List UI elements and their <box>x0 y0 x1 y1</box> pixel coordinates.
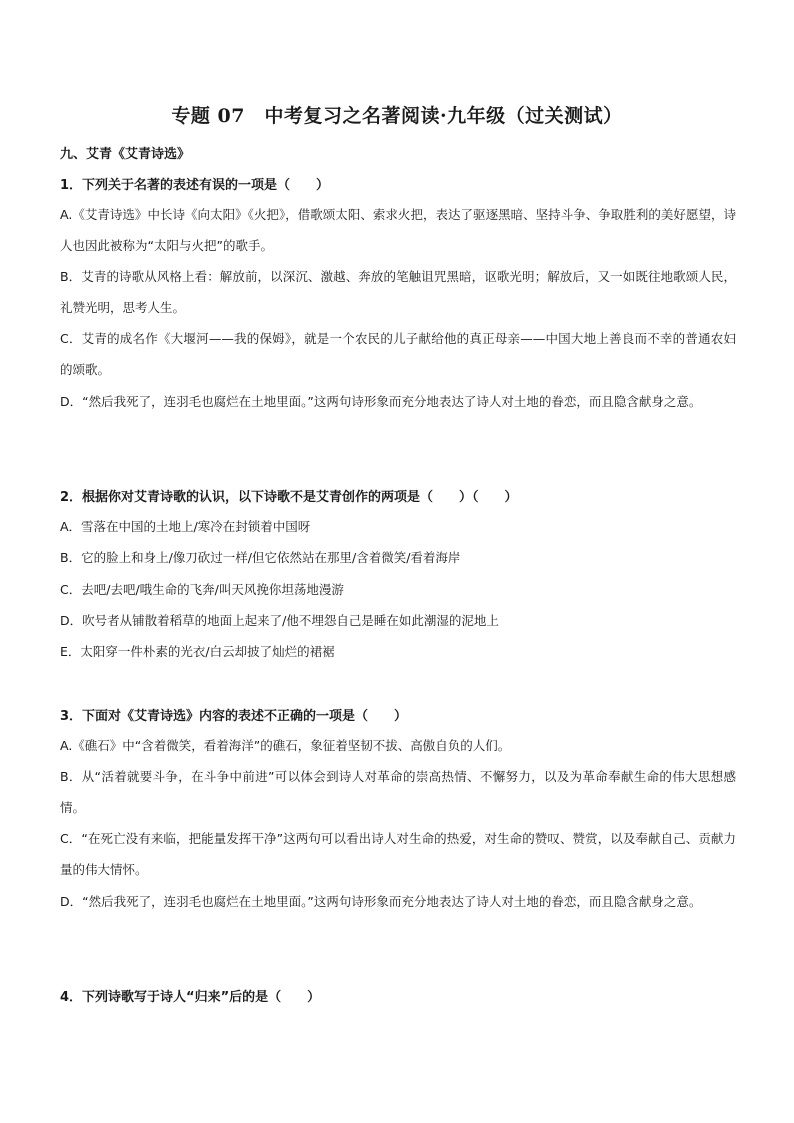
question-1-option-a: A.《艾青诗选》中长诗《向太阳》《火把》，借歌颂太阳、索求火把，表达了驱逐黑暗、坚持斗争、争取胜利的美好愿望，诗人也因此被称为“太阳与火把”的歌手。 <box>60 207 736 253</box>
question-2-title: 2．根据你对艾青诗歌的认识，以下诗歌不是艾青创作的两项是（ ）（ ） <box>60 490 518 505</box>
question-2-option-b: B．它的脸上和身上/像刀砍过一样/但它依然站在那里/含着微笑/看着海岸 <box>60 550 461 565</box>
question-2-option-d: D．吹号者从铺散着稻草的地面上起来了/他不埋怨自己是睡在如此潮湿的泥地上 <box>60 613 499 628</box>
question-2-option-e: E．太阳穿一件朴素的光衣/白云却披了灿烂的裙裾 <box>60 644 335 659</box>
section-heading: 九、艾青《艾青诗选》 <box>60 147 191 162</box>
question-3-option-a: A.《礁石》中“含着微笑，看着海洋”的礁石，象征着坚韧不拔、高傲自负的人们。 <box>60 738 511 753</box>
question-3-option-c: C．“在死亡没有来临，把能量发挥干净”这两句可以看出诗人对生命的热爱，对生命的赞叹、赞赏，以及奉献自己、贡献力量的伟大情怀。 <box>60 831 736 877</box>
question-1-option-d: D．“然后我死了，连羽毛也腐烂在土地里面。”这两句诗形象而充分地表达了诗人对土地的眷恋，而且隐含献身之意。 <box>60 394 702 409</box>
question-2-option-c: C．去吧/去吧/哦生命的飞奔/叫天风挽你坦荡地漫游 <box>60 582 344 597</box>
question-1-option-b: B．艾青的诗歌从风格上看：解放前，以深沉、激越、奔放的笔触诅咒黑暗，讴歌光明；解放后，又一如既往地歌颂人民，礼赞光明，思考人生。 <box>60 269 736 315</box>
question-3-title: 3．下面对《艾青诗选》内容的表述不正确的一项是（ ） <box>60 709 408 724</box>
question-1-option-c: C．艾青的成名作《大堰河——我的保姆》，就是一个农民的儿子献给他的真正母亲——中国大地上善良而不幸的普通农妇的颂歌。 <box>60 331 736 377</box>
document-title: 专题 07 中考复习之名著阅读·九年级（过关测试） <box>171 105 623 127</box>
question-1-title: 1．下列关于名著的表述有误的一项是（ ） <box>60 178 330 193</box>
question-2-option-a: A．雪落在中国的土地上/寒冷在封锁着中国呀 <box>60 519 311 534</box>
question-3-option-d: D．“然后我死了，连羽毛也腐烂在土地里面。”这两句诗形象而充分地表达了诗人对土地的眷恋，而且隐含献身之意。 <box>60 894 702 909</box>
question-3-option-b: B．从“活着就要斗争，在斗争中前进”可以体会到诗人对革命的崇高热情、不懈努力，以及为革命奉献生命的伟大思想感情。 <box>60 769 736 815</box>
question-4-title: 4．下列诗歌写于诗人“归来”后的是（ ） <box>60 990 321 1005</box>
